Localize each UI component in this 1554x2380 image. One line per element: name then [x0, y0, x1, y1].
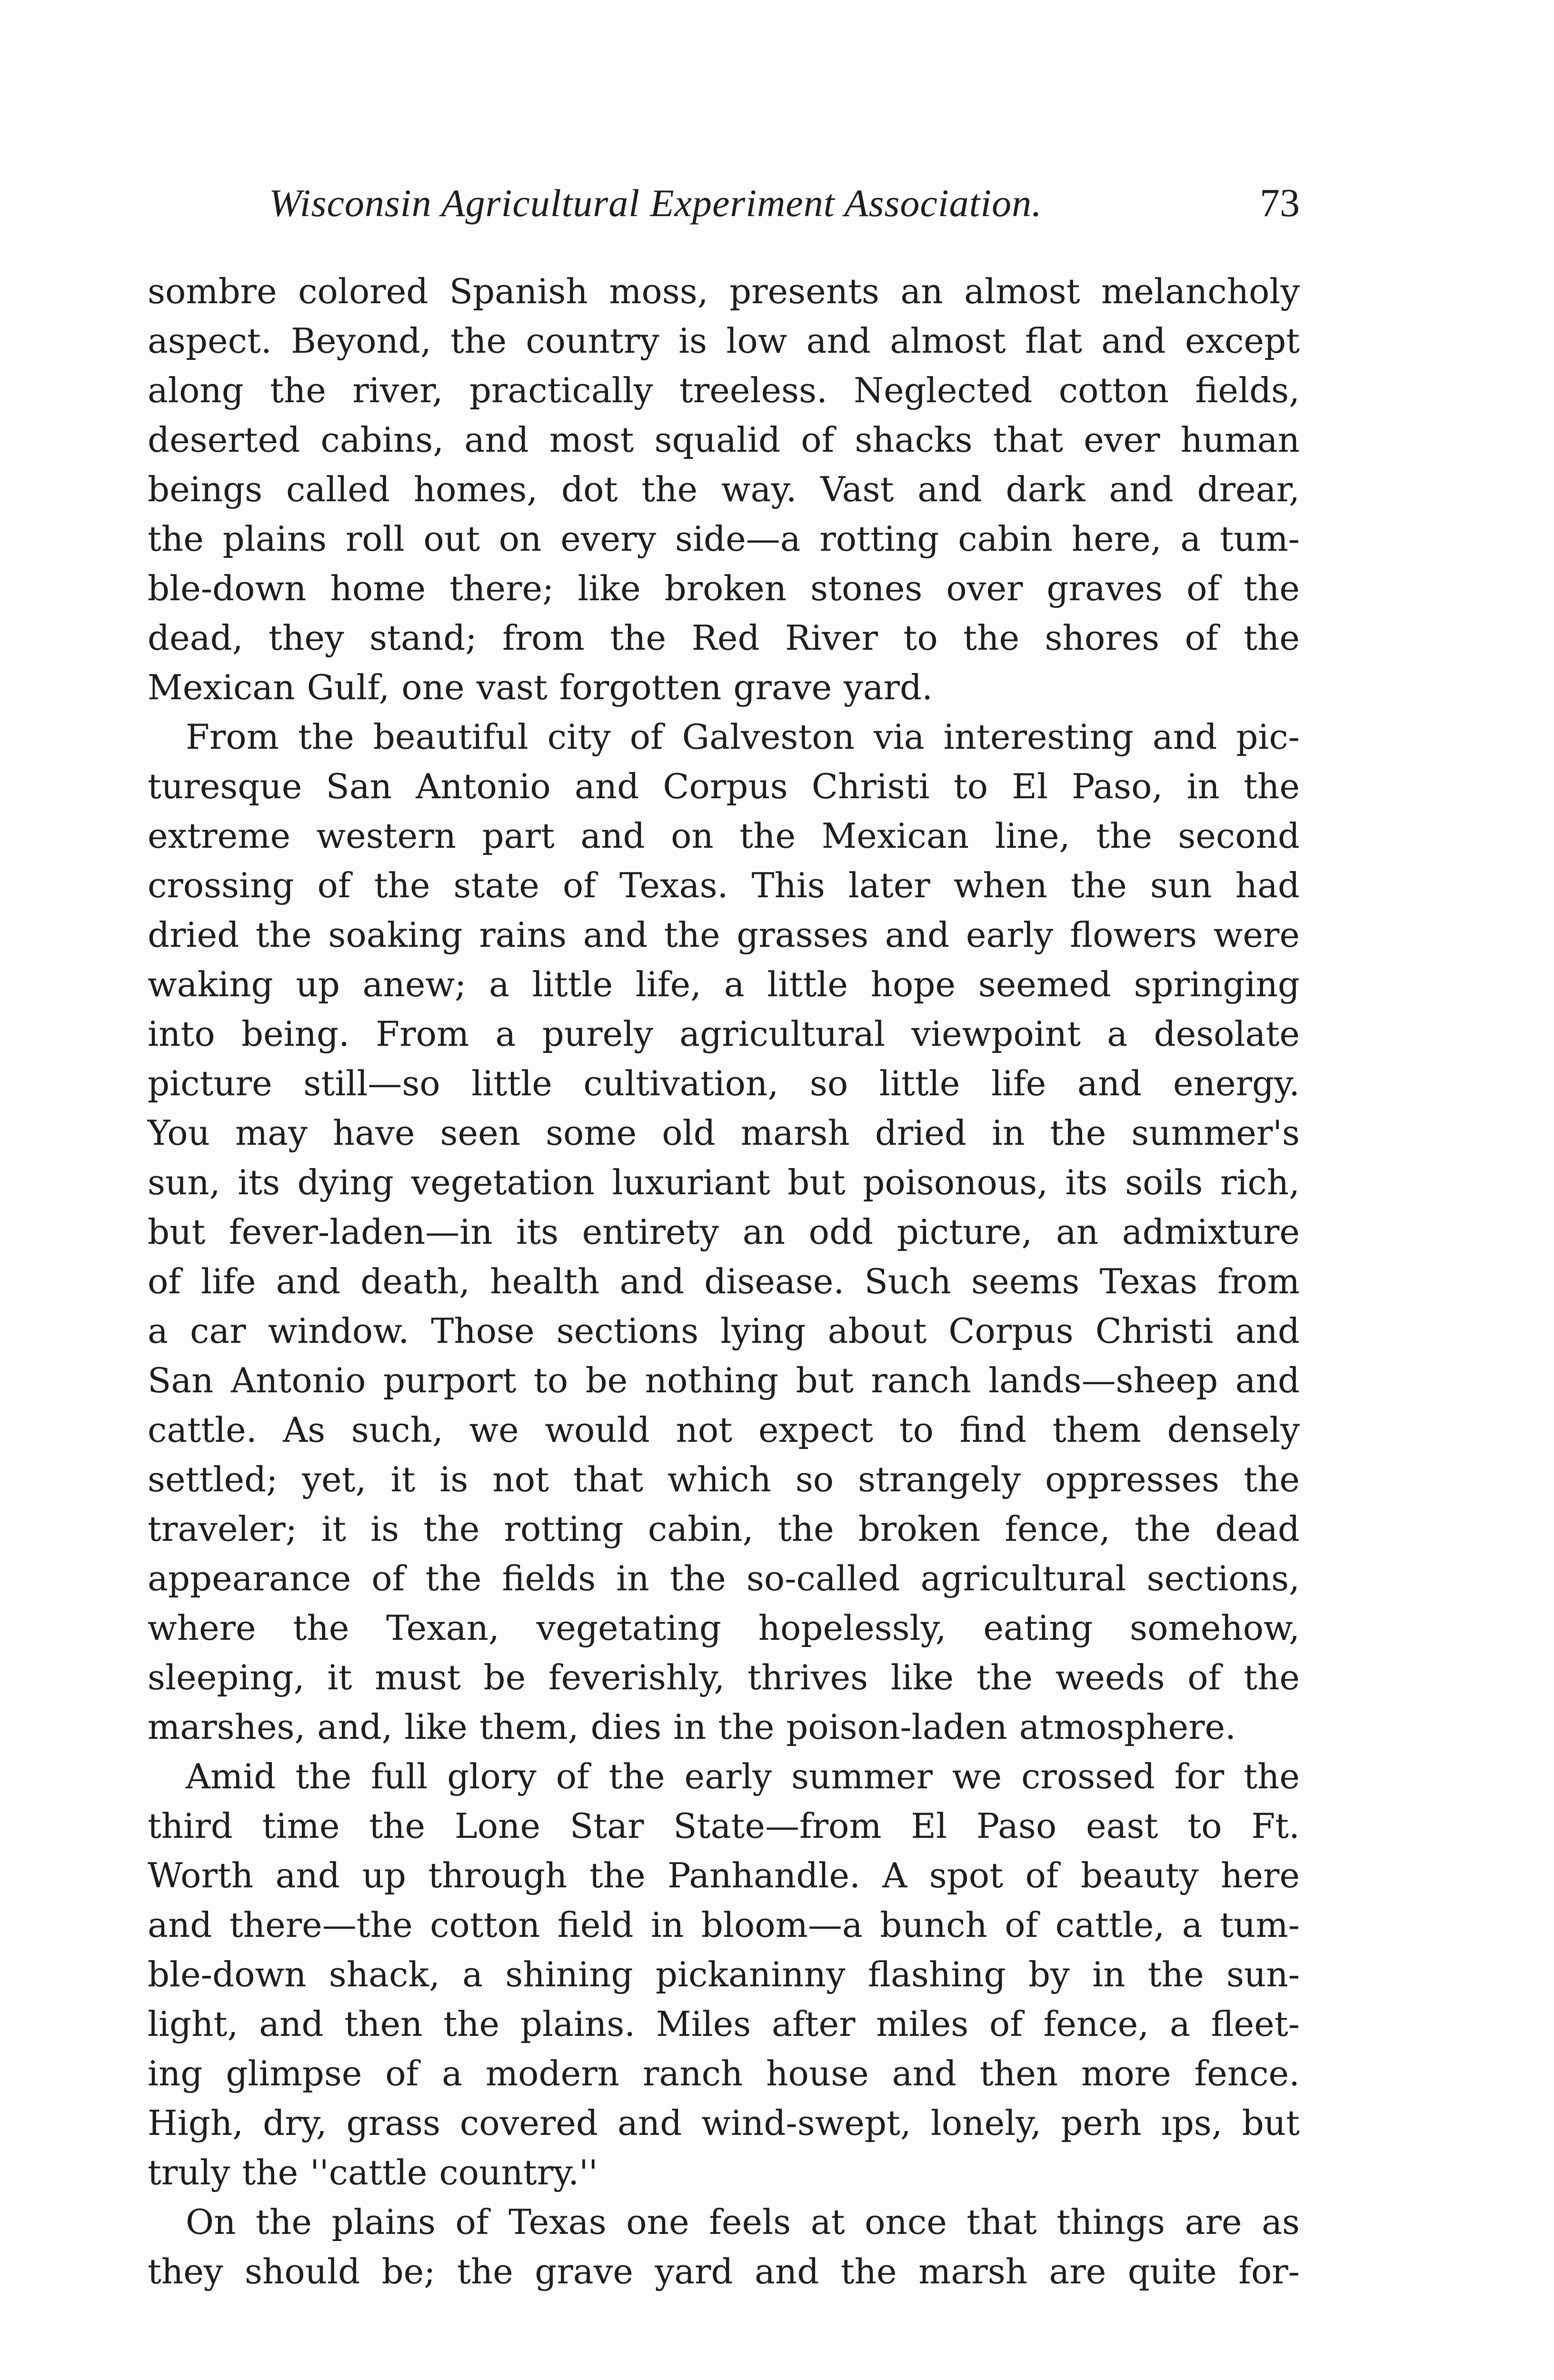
- text-line: ing glimpse of a modern ranch house and then more fence.: [148, 2053, 1300, 2093]
- text-line: beings called homes, dot the way. Vast and dark and drear,: [148, 469, 1300, 509]
- text-line: into being. From a purely agricultural viewpoint a desolate: [148, 1014, 1300, 1054]
- text-line: sombre colored Spanish moss, presents an almost melancholy: [148, 271, 1300, 311]
- text-line: appearance of the fields in the so-called agricultural sections,: [148, 1558, 1300, 1598]
- paragraph-first-line: On the plains of Texas one feels at once that things are as: [186, 2202, 1300, 2242]
- text-line: picture still—so little cultivation, so little life and energy.: [148, 1063, 1300, 1103]
- paragraph-first-line: From the beautiful city of Galveston via interesting and pic-: [186, 717, 1300, 757]
- text-line: traveler; it is the rotting cabin, the broken fence, the dead: [148, 1509, 1300, 1549]
- text-line: the plains roll out on every side—a rotting cabin here, a tum-: [148, 519, 1300, 559]
- body-text: [148, 267, 1300, 2296]
- text-line: High, dry, grass covered and wind-swept, lonely, perh ıps, but: [148, 2103, 1300, 2143]
- text-line: along the river, practically treeless. Neglected cotton fields,: [148, 370, 1300, 410]
- text-line: extreme western part and on the Mexican line, the second: [148, 816, 1300, 856]
- text-line: marshes, and, like them, dies in the poison-laden atmosphere.: [148, 1707, 1236, 1747]
- text-line: and there—the cotton field in bloom—a bunch of cattle, a tum-: [148, 1905, 1300, 1945]
- text-line: aspect. Beyond, the country is low and almost flat and except: [148, 321, 1300, 361]
- text-line: Worth and up through the Panhandle. A spot of beauty here: [148, 1855, 1300, 1895]
- text-line: cattle. As such, we would not expect to find them densely: [148, 1410, 1300, 1450]
- text-line: crossing of the state of Texas. This later when the sun had: [148, 865, 1300, 905]
- text-line: they should be; the grave yard and the marsh are quite for-: [148, 2251, 1300, 2291]
- page-number: 73: [1260, 181, 1300, 225]
- text-line: ble-down shack, a shining pickaninny flashing by in the sun-: [148, 1954, 1300, 1994]
- text-line: dried the soaking rains and the grasses and early flowers were: [148, 915, 1300, 955]
- text-line: sleeping, it must be feverishly, thrives like the weeds of the: [148, 1657, 1300, 1697]
- text-line: waking up anew; a little life, a little hope seemed springing: [148, 964, 1300, 1004]
- text-line: You may have seen some old marsh dried in the summer's: [148, 1113, 1300, 1153]
- paragraph-first-line: Amid the full glory of the early summer we crossed for the: [186, 1756, 1300, 1796]
- text-line: settled; yet, it is not that which so strangely oppresses the: [148, 1459, 1300, 1499]
- running-title: Wisconsin Agricultural Experiment Association.: [269, 181, 1042, 225]
- text-line: San Antonio purport to be nothing but ranch lands—sheep and: [148, 1360, 1300, 1400]
- text-line: Mexican Gulf, one vast forgotten grave yard.: [148, 667, 933, 707]
- text-line: dead, they stand; from the Red River to the shores of the: [148, 618, 1300, 658]
- text-line: truly the ''cattle country.'': [148, 2152, 598, 2192]
- text-line: light, and then the plains. Miles after miles of fence, a fleet-: [148, 2004, 1300, 2044]
- text-line: ble-down home there; like broken stones over graves of the: [148, 568, 1300, 608]
- text-line: a car window. Those sections lying about Corpus Christi and: [148, 1311, 1300, 1351]
- text-line: but fever-laden—in its entirety an odd picture, an admixture: [148, 1212, 1300, 1252]
- text-line: turesque San Antonio and Corpus Christi to El Paso, in the: [148, 766, 1300, 806]
- running-head: [148, 177, 1300, 229]
- text-line: deserted cabins, and most squalid of shacks that ever human: [148, 420, 1300, 460]
- text-line: sun, its dying vegetation luxuriant but poisonous, its soils rich,: [148, 1162, 1300, 1202]
- text-line: where the Texan, vegetating hopelessly, eating somehow,: [148, 1608, 1300, 1648]
- text-line: of life and death, health and disease. Such seems Texas from: [148, 1261, 1300, 1301]
- text-line: third time the Lone Star State—from El Paso east to Ft.: [148, 1806, 1300, 1846]
